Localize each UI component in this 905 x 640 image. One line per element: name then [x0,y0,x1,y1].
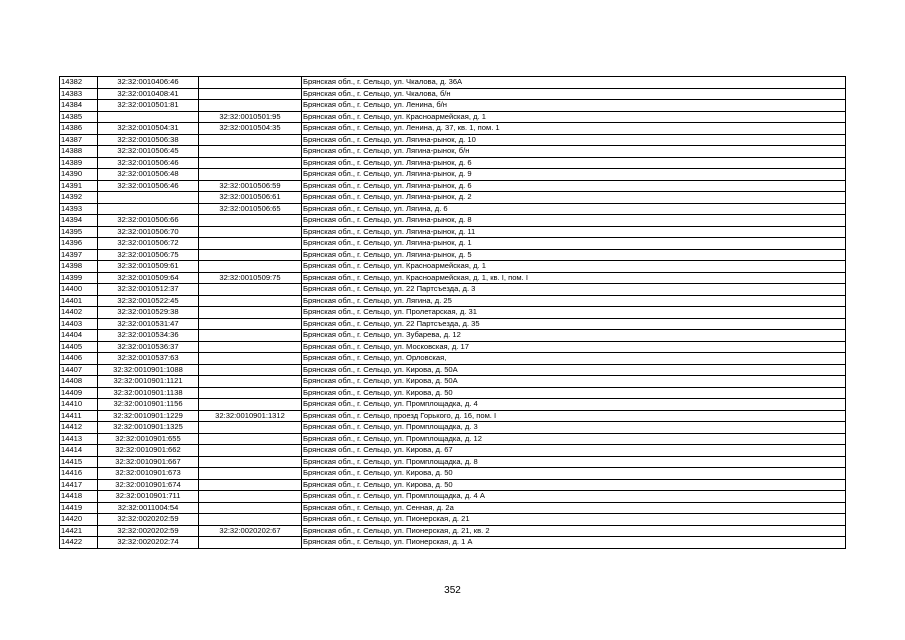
row-number-cell: 14382 [60,77,98,89]
related-cadastral-number-cell [199,88,302,100]
row-number-cell: 14393 [60,203,98,215]
row-number-cell: 14405 [60,341,98,353]
related-cadastral-number-cell [199,364,302,376]
row-number-cell: 14407 [60,364,98,376]
address-cell: Брянская обл., г. Сельцо, ул. Лягина-рынок, д. 9 [302,169,846,181]
related-cadastral-number-cell [199,226,302,238]
address-cell: Брянская обл., г. Сельцо, ул. Зубарева, д. 12 [302,330,846,342]
table-row [60,468,846,480]
table-row [60,169,846,181]
cadastral-number-cell: 32:32:0010534:36 [98,330,199,342]
related-cadastral-number-cell: 32:32:0020202:67 [199,525,302,537]
table-row [60,537,846,549]
row-number-cell: 14401 [60,295,98,307]
row-number-cell: 14397 [60,249,98,261]
row-number-cell: 14386 [60,123,98,135]
cadastral-number-cell [98,192,199,204]
related-cadastral-number-cell [199,295,302,307]
row-number-cell: 14392 [60,192,98,204]
cadastral-number-cell: 32:32:0020202:74 [98,537,199,549]
related-cadastral-number-cell [199,330,302,342]
cadastral-number-cell: 32:32:0010537:63 [98,353,199,365]
cadastral-number-cell: 32:32:0010901:1229 [98,410,199,422]
cadastral-number-cell: 32:32:0010901:1325 [98,422,199,434]
address-cell: Брянская обл., г. Сельцо, ул. Чкалова, д. 36А [302,77,846,89]
table-row [60,100,846,112]
row-number-cell: 14390 [60,169,98,181]
cadastral-number-cell: 32:32:0010901:1138 [98,387,199,399]
cadastral-number-cell: 32:32:0010506:70 [98,226,199,238]
cadastral-number-cell: 32:32:0010522:45 [98,295,199,307]
row-number-cell: 14409 [60,387,98,399]
cadastral-number-cell: 32:32:0010506:66 [98,215,199,227]
address-cell: Брянская обл., г. Сельцо, ул. Лягина-рынок, д. 8 [302,215,846,227]
address-cell: Брянская обл., г. Сельцо, ул. Промплощадка, д. 8 [302,456,846,468]
related-cadastral-number-cell [199,134,302,146]
cadastral-number-cell: 32:32:0010529:38 [98,307,199,319]
related-cadastral-number-cell [199,169,302,181]
table-row [60,514,846,526]
address-cell: Брянская обл., г. Сельцо, ул. Лягина, д. 25 [302,295,846,307]
address-cell: Брянская обл., г. Сельцо, ул. Красноармейская, д. 1, кв. I, пом. I [302,272,846,284]
table-row [60,157,846,169]
address-cell: Брянская обл., г. Сельцо, ул. Кирова, д. 50 [302,479,846,491]
row-number-cell: 14404 [60,330,98,342]
row-number-cell: 14399 [60,272,98,284]
row-number-cell: 14415 [60,456,98,468]
address-cell: Брянская обл., г. Сельцо, ул. Промплощадка, д. 4 А [302,491,846,503]
address-cell: Брянская обл., г. Сельцо, ул. Кирова, д. 50А [302,364,846,376]
address-cell: Брянская обл., г. Сельцо, ул. Кирова, д. 50 [302,387,846,399]
related-cadastral-number-cell: 32:32:0010501:95 [199,111,302,123]
related-cadastral-number-cell: 32:32:0010901:1312 [199,410,302,422]
related-cadastral-number-cell [199,157,302,169]
table-row [60,353,846,365]
row-number-cell: 14419 [60,502,98,514]
row-number-cell: 14421 [60,525,98,537]
table-row [60,422,846,434]
related-cadastral-number-cell [199,422,302,434]
related-cadastral-number-cell [199,249,302,261]
row-number-cell: 14417 [60,479,98,491]
table-row [60,387,846,399]
row-number-cell: 14402 [60,307,98,319]
related-cadastral-number-cell [199,376,302,388]
table-row [60,399,846,411]
address-cell: Брянская обл., г. Сельцо, ул. Кирова, д. 67 [302,445,846,457]
related-cadastral-number-cell: 32:32:0010506:61 [199,192,302,204]
table-row [60,295,846,307]
cadastral-number-cell: 32:32:0010408:41 [98,88,199,100]
cadastral-number-cell: 32:32:0010509:64 [98,272,199,284]
cadastral-number-cell: 32:32:0010901:655 [98,433,199,445]
address-cell: Брянская обл., г. Сельцо, ул. Лягина-рынок, д. 11 [302,226,846,238]
address-cell: Брянская обл., г. Сельцо, ул. Кирова, д. 50 [302,468,846,480]
cadastral-number-cell: 32:32:0010901:667 [98,456,199,468]
related-cadastral-number-cell [199,387,302,399]
address-cell: Брянская обл., г. Сельцо, ул. Лягина-рынок, д. 1 [302,238,846,250]
cadastral-number-cell: 32:32:0010504:31 [98,123,199,135]
related-cadastral-number-cell [199,261,302,273]
cadastral-number-cell: 32:32:0010509:61 [98,261,199,273]
row-number-cell: 14383 [60,88,98,100]
address-cell: Брянская обл., г. Сельцо, ул. Лягина-рынок, д. 10 [302,134,846,146]
row-number-cell: 14413 [60,433,98,445]
address-cell: Брянская обл., г. Сельцо, проезд Горького, д. 16, пом. I [302,410,846,422]
row-number-cell: 14385 [60,111,98,123]
address-cell: Брянская обл., г. Сельцо, ул. Пионерская, д. 21, кв. 2 [302,525,846,537]
table-row [60,330,846,342]
table-row [60,364,846,376]
cadastral-number-cell: 32:32:0010901:1088 [98,364,199,376]
related-cadastral-number-cell [199,514,302,526]
address-cell: Брянская обл., г. Сельцо, ул. Промплощадка, д. 3 [302,422,846,434]
address-cell: Брянская обл., г. Сельцо, ул. Пролетарская, д. 31 [302,307,846,319]
table-row [60,134,846,146]
related-cadastral-number-cell [199,433,302,445]
related-cadastral-number-cell: 32:32:0010506:59 [199,180,302,192]
cadastral-number-cell [98,203,199,215]
table-row [60,479,846,491]
address-cell: Брянская обл., г. Сельцо, ул. Ленина, д. 37, кв. 1, пом. 1 [302,123,846,135]
row-number-cell: 14384 [60,100,98,112]
related-cadastral-number-cell [199,468,302,480]
table-row [60,410,846,422]
address-cell: Брянская обл., г. Сельцо, ул. Лягина-рынок, б/н [302,146,846,158]
row-number-cell: 14411 [60,410,98,422]
cadastral-number-cell: 32:32:0010506:46 [98,180,199,192]
address-cell: Брянская обл., г. Сельцо, ул. Лягина-рынок, д. 6 [302,180,846,192]
address-cell: Брянская обл., г. Сельцо, ул. Лягина-рынок, д. 2 [302,192,846,204]
table-row [60,272,846,284]
table-row [60,249,846,261]
address-cell: Брянская обл., г. Сельцо, ул. Московская, д. 17 [302,341,846,353]
registry-table-body [60,77,846,549]
related-cadastral-number-cell [199,238,302,250]
row-number-cell: 14400 [60,284,98,296]
row-number-cell: 14395 [60,226,98,238]
table-row [60,261,846,273]
table-row [60,77,846,89]
address-cell: Брянская обл., г. Сельцо, ул. Лягина, д. 6 [302,203,846,215]
table-row [60,226,846,238]
table-row [60,502,846,514]
row-number-cell: 14410 [60,399,98,411]
row-number-cell: 14406 [60,353,98,365]
row-number-cell: 14394 [60,215,98,227]
address-cell: Брянская обл., г. Сельцо, ул. 22 Партсъезда, д. 35 [302,318,846,330]
table-row [60,318,846,330]
row-number-cell: 14396 [60,238,98,250]
cadastral-number-cell: 32:32:0010506:75 [98,249,199,261]
table-row [60,203,846,215]
cadastral-number-cell: 32:32:0010506:46 [98,157,199,169]
row-number-cell: 14389 [60,157,98,169]
cadastral-number-cell: 32:32:0010512:37 [98,284,199,296]
related-cadastral-number-cell [199,502,302,514]
address-cell: Брянская обл., г. Сельцо, ул. Орловская, [302,353,846,365]
related-cadastral-number-cell: 32:32:0010504:35 [199,123,302,135]
cadastral-number-cell: 32:32:0010536:37 [98,341,199,353]
address-cell: Брянская обл., г. Сельцо, ул. Промплощадка, д. 4 [302,399,846,411]
cadastral-number-cell: 32:32:0010506:45 [98,146,199,158]
address-cell: Брянская обл., г. Сельцо, ул. Красноармейская, д. 1 [302,261,846,273]
row-number-cell: 14408 [60,376,98,388]
related-cadastral-number-cell: 32:32:0010506:65 [199,203,302,215]
cadastral-number-cell: 32:32:0010901:673 [98,468,199,480]
address-cell: Брянская обл., г. Сельцо, ул. Ленина, б/н [302,100,846,112]
cadastral-number-cell [98,111,199,123]
table-row [60,284,846,296]
related-cadastral-number-cell [199,146,302,158]
related-cadastral-number-cell [199,456,302,468]
cadastral-number-cell: 32:32:0020202:59 [98,514,199,526]
row-number-cell: 14412 [60,422,98,434]
table-row [60,456,846,468]
address-cell: Брянская обл., г. Сельцо, ул. Кирова, д. 50А [302,376,846,388]
row-number-cell: 14422 [60,537,98,549]
cadastral-number-cell: 32:32:0010901:711 [98,491,199,503]
table-row [60,123,846,135]
table-row [60,111,846,123]
table-row [60,491,846,503]
table-row [60,433,846,445]
related-cadastral-number-cell [199,307,302,319]
table-row [60,88,846,100]
related-cadastral-number-cell [199,77,302,89]
table-row [60,341,846,353]
row-number-cell: 14414 [60,445,98,457]
related-cadastral-number-cell [199,318,302,330]
table-row [60,180,846,192]
address-cell: Брянская обл., г. Сельцо, ул. Промплощадка, д. 12 [302,433,846,445]
row-number-cell: 14420 [60,514,98,526]
cadastral-number-cell: 32:32:0010531:47 [98,318,199,330]
cadastral-number-cell: 32:32:0010506:48 [98,169,199,181]
cadastral-number-cell: 32:32:0011004:54 [98,502,199,514]
page-number: 352 [444,585,461,596]
cadastral-number-cell: 32:32:0010506:72 [98,238,199,250]
related-cadastral-number-cell [199,353,302,365]
property-registry-table [59,76,846,549]
address-cell: Брянская обл., г. Сельцо, ул. Лягина-рынок, д. 5 [302,249,846,261]
related-cadastral-number-cell [199,341,302,353]
row-number-cell: 14416 [60,468,98,480]
table-row [60,146,846,158]
related-cadastral-number-cell [199,491,302,503]
cadastral-number-cell: 32:32:0020202:59 [98,525,199,537]
table-row [60,376,846,388]
table-row [60,238,846,250]
address-cell: Брянская обл., г. Сельцо, ул. Пионерская, д. 1 А [302,537,846,549]
cadastral-number-cell: 32:32:0010506:38 [98,134,199,146]
address-cell: Брянская обл., г. Сельцо, ул. Сенная, д. 2а [302,502,846,514]
address-cell: Брянская обл., г. Сельцо, ул. 22 Партсъезда, д. 3 [302,284,846,296]
table-row [60,215,846,227]
row-number-cell: 14398 [60,261,98,273]
address-cell: Брянская обл., г. Сельцо, ул. Красноармейская, д. 1 [302,111,846,123]
address-cell: Брянская обл., г. Сельцо, ул. Пионерская, д. 21 [302,514,846,526]
table-row [60,307,846,319]
related-cadastral-number-cell [199,445,302,457]
cadastral-number-cell: 32:32:0010501:81 [98,100,199,112]
table-row [60,192,846,204]
cadastral-number-cell: 32:32:0010901:1121 [98,376,199,388]
related-cadastral-number-cell [199,537,302,549]
row-number-cell: 14387 [60,134,98,146]
related-cadastral-number-cell: 32:32:0010509:75 [199,272,302,284]
row-number-cell: 14391 [60,180,98,192]
row-number-cell: 14418 [60,491,98,503]
cadastral-number-cell: 32:32:0010406:46 [98,77,199,89]
related-cadastral-number-cell [199,100,302,112]
row-number-cell: 14403 [60,318,98,330]
address-cell: Брянская обл., г. Сельцо, ул. Чкалова, б/н [302,88,846,100]
related-cadastral-number-cell [199,399,302,411]
table-row [60,525,846,537]
cadastral-number-cell: 32:32:0010901:674 [98,479,199,491]
related-cadastral-number-cell [199,284,302,296]
row-number-cell: 14388 [60,146,98,158]
cadastral-number-cell: 32:32:0010901:1156 [98,399,199,411]
address-cell: Брянская обл., г. Сельцо, ул. Лягина-рынок, д. 6 [302,157,846,169]
table-row [60,445,846,457]
related-cadastral-number-cell [199,479,302,491]
cadastral-number-cell: 32:32:0010901:662 [98,445,199,457]
related-cadastral-number-cell [199,215,302,227]
